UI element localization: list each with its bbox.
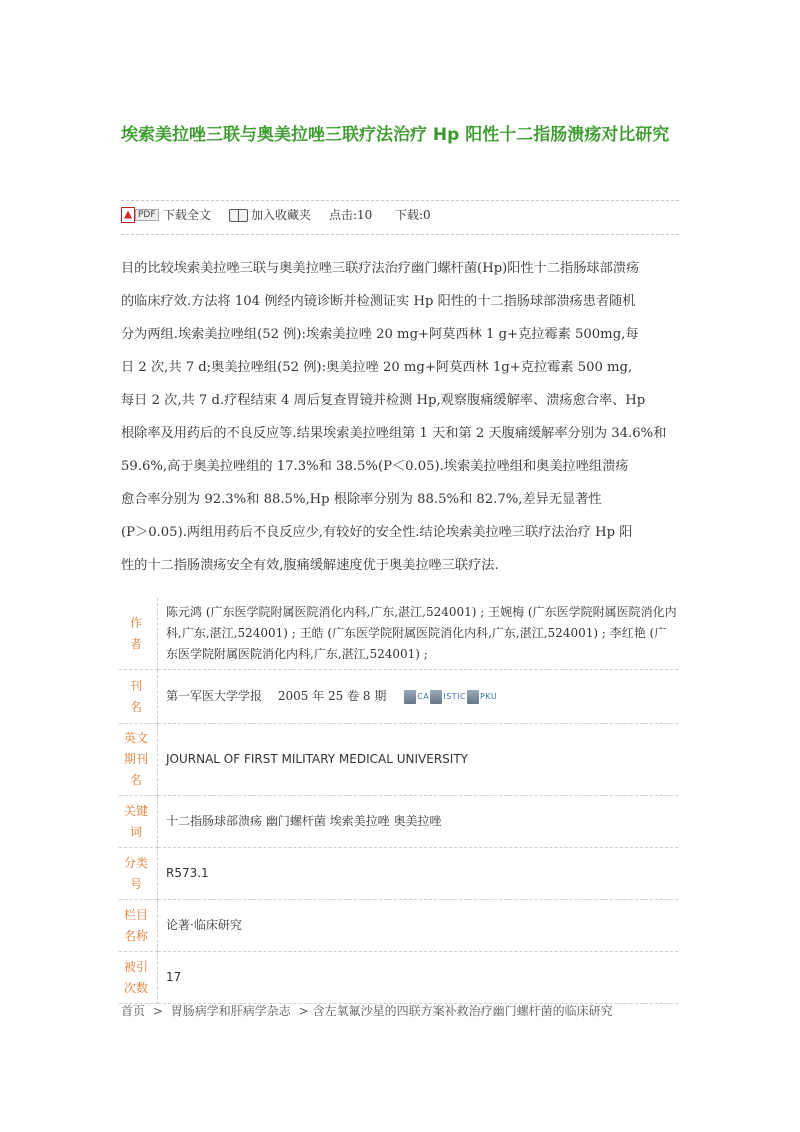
article-toolbar	[121, 200, 679, 234]
keywords-value[interactable]: 十二指肠球部溃疡 幽门螺杆菌 埃索美拉唑 奥美拉唑	[158, 796, 679, 848]
index-istic-icon: ISTIC	[430, 686, 466, 707]
meta-row-journal	[119, 670, 678, 724]
column-value: 论著·临床研究	[158, 900, 679, 952]
toolbar-bottom-divider	[121, 234, 679, 235]
meta-row-column	[119, 900, 678, 952]
en-journal-name: JOURNAL OF FIRST MILITARY MEDICAL UNIVERSITY	[158, 724, 679, 796]
meta-row-keywords	[119, 796, 678, 848]
meta-key-authors: 作 者	[119, 598, 158, 670]
toolbar-top-divider	[121, 200, 679, 201]
favorite-label: 加入收藏夹	[251, 208, 312, 222]
meta-key-class: 分类 号	[119, 848, 158, 900]
article-meta-table	[119, 598, 678, 1004]
abstract-line: 愈合率分别为 92.3%和 88.5%,Hp 根除率分别为 88.5%和 82.7%,差异无显著性	[121, 492, 602, 507]
breadcrumb-section[interactable]: 胃肠病学和肝病学杂志	[170, 1004, 291, 1018]
cited-count: 17	[158, 952, 679, 1004]
index-pku-icon: PKU	[467, 686, 497, 707]
abstract-line: 的临床疗效.方法将 104 例经内镜诊断并检测证实 Hp 阳性的十二指肠球部溃疡患者随机	[121, 294, 636, 309]
index-ca-icon: CA	[404, 686, 429, 707]
abstract-line: 分为两组.埃索美拉唑组(52 例):埃索美拉唑 20 mg+阿莫西林 1 g+克拉霉素 500mg,每	[121, 327, 639, 342]
abstract-line: 根除率及用药后的不良反应等.结果埃索美拉唑组第 1 天和第 2 天腹痛缓解率分别为 34.6%和	[121, 426, 667, 441]
book-icon	[229, 208, 247, 222]
meta-row-cited	[119, 952, 678, 1004]
meta-row-authors	[119, 598, 678, 670]
abstract-line: 性的十二指肠溃疡安全有效,腹痛缓解速度优于奥美拉唑三联疗法.	[121, 558, 499, 573]
abstract-line: 日 2 次,共 7 d;奥美拉唑组(52 例):奥美拉唑 20 mg+阿莫西林 1g+克拉霉素 500 mg,	[121, 360, 633, 375]
article-title: 埃索美拉唑三联与奥美拉唑三联疗法治疗 Hp 阳性十二指肠溃疡对比研究	[121, 125, 670, 145]
breadcrumb-home[interactable]: 首页	[121, 1004, 146, 1018]
breadcrumb-separator: >	[298, 1004, 309, 1018]
meta-row-class	[119, 848, 678, 900]
add-favorite-link[interactable]	[229, 206, 311, 223]
abstract-line: 59.6%,高于奥美拉唑组的 17.3%和 38.5%(P＜0.05).埃索美拉唑组和奥美拉唑组溃疡	[121, 459, 629, 474]
meta-key-en-journal: 英文 期刊 名	[119, 724, 158, 796]
breadcrumb-current[interactable]: 含左氧氟沙星的四联方案补救治疗幽门螺杆菌的临床研究	[312, 1004, 613, 1018]
download-label: 下载全文	[163, 208, 212, 222]
abstract-line: 每日 2 次,共 7 d.疗程结束 4 周后复查胃镜并检测 Hp,观察腹痛缓解率、溃疡愈合率、Hp	[121, 393, 646, 408]
abstract	[121, 252, 701, 582]
class-number: R573.1	[158, 848, 679, 900]
authors-value[interactable]: 陈元鸿 (广东医学院附属医院消化内科,广东,湛江,524001) ; 王婉梅 (广东医学院附属医院消化内科,广东,湛江,524001) ; 王皓 (广东医学院附属医院消化内科,广东,湛江,524001) ; 李红艳 (广东医学院附属医院消化内科,广东,湛江,524001) ;	[158, 598, 679, 670]
click-count: 点击:10	[329, 208, 373, 222]
meta-key-keywords: 关键 词	[119, 796, 158, 848]
journal-year-issue[interactable]: 2005 年 25 卷 8 期	[277, 689, 387, 703]
abstract-line: (P＞0.05).两组用药后不良反应少,有较好的安全性.结论埃索美拉唑三联疗法治疗 Hp 阳	[121, 525, 633, 540]
breadcrumb	[121, 1002, 617, 1019]
meta-key-cited: 被引 次数	[119, 952, 158, 1004]
journal-name[interactable]: 第一军医大学学报	[166, 689, 263, 703]
meta-row-en-journal	[119, 724, 678, 796]
abstract-line: 目的比较埃索美拉唑三联与奥美拉唑三联疗法治疗幽门螺杆菌(Hp)阳性十二指肠球部溃疡	[121, 261, 640, 276]
meta-key-journal: 刊 名	[119, 670, 158, 724]
meta-key-column: 栏目 名称	[119, 900, 158, 952]
pdf-icon: PDF	[121, 207, 159, 223]
breadcrumb-separator: >	[152, 1004, 163, 1018]
download-fulltext-link[interactable]	[121, 206, 211, 223]
index-badges	[404, 686, 497, 707]
download-count: 下载:0	[395, 208, 431, 222]
